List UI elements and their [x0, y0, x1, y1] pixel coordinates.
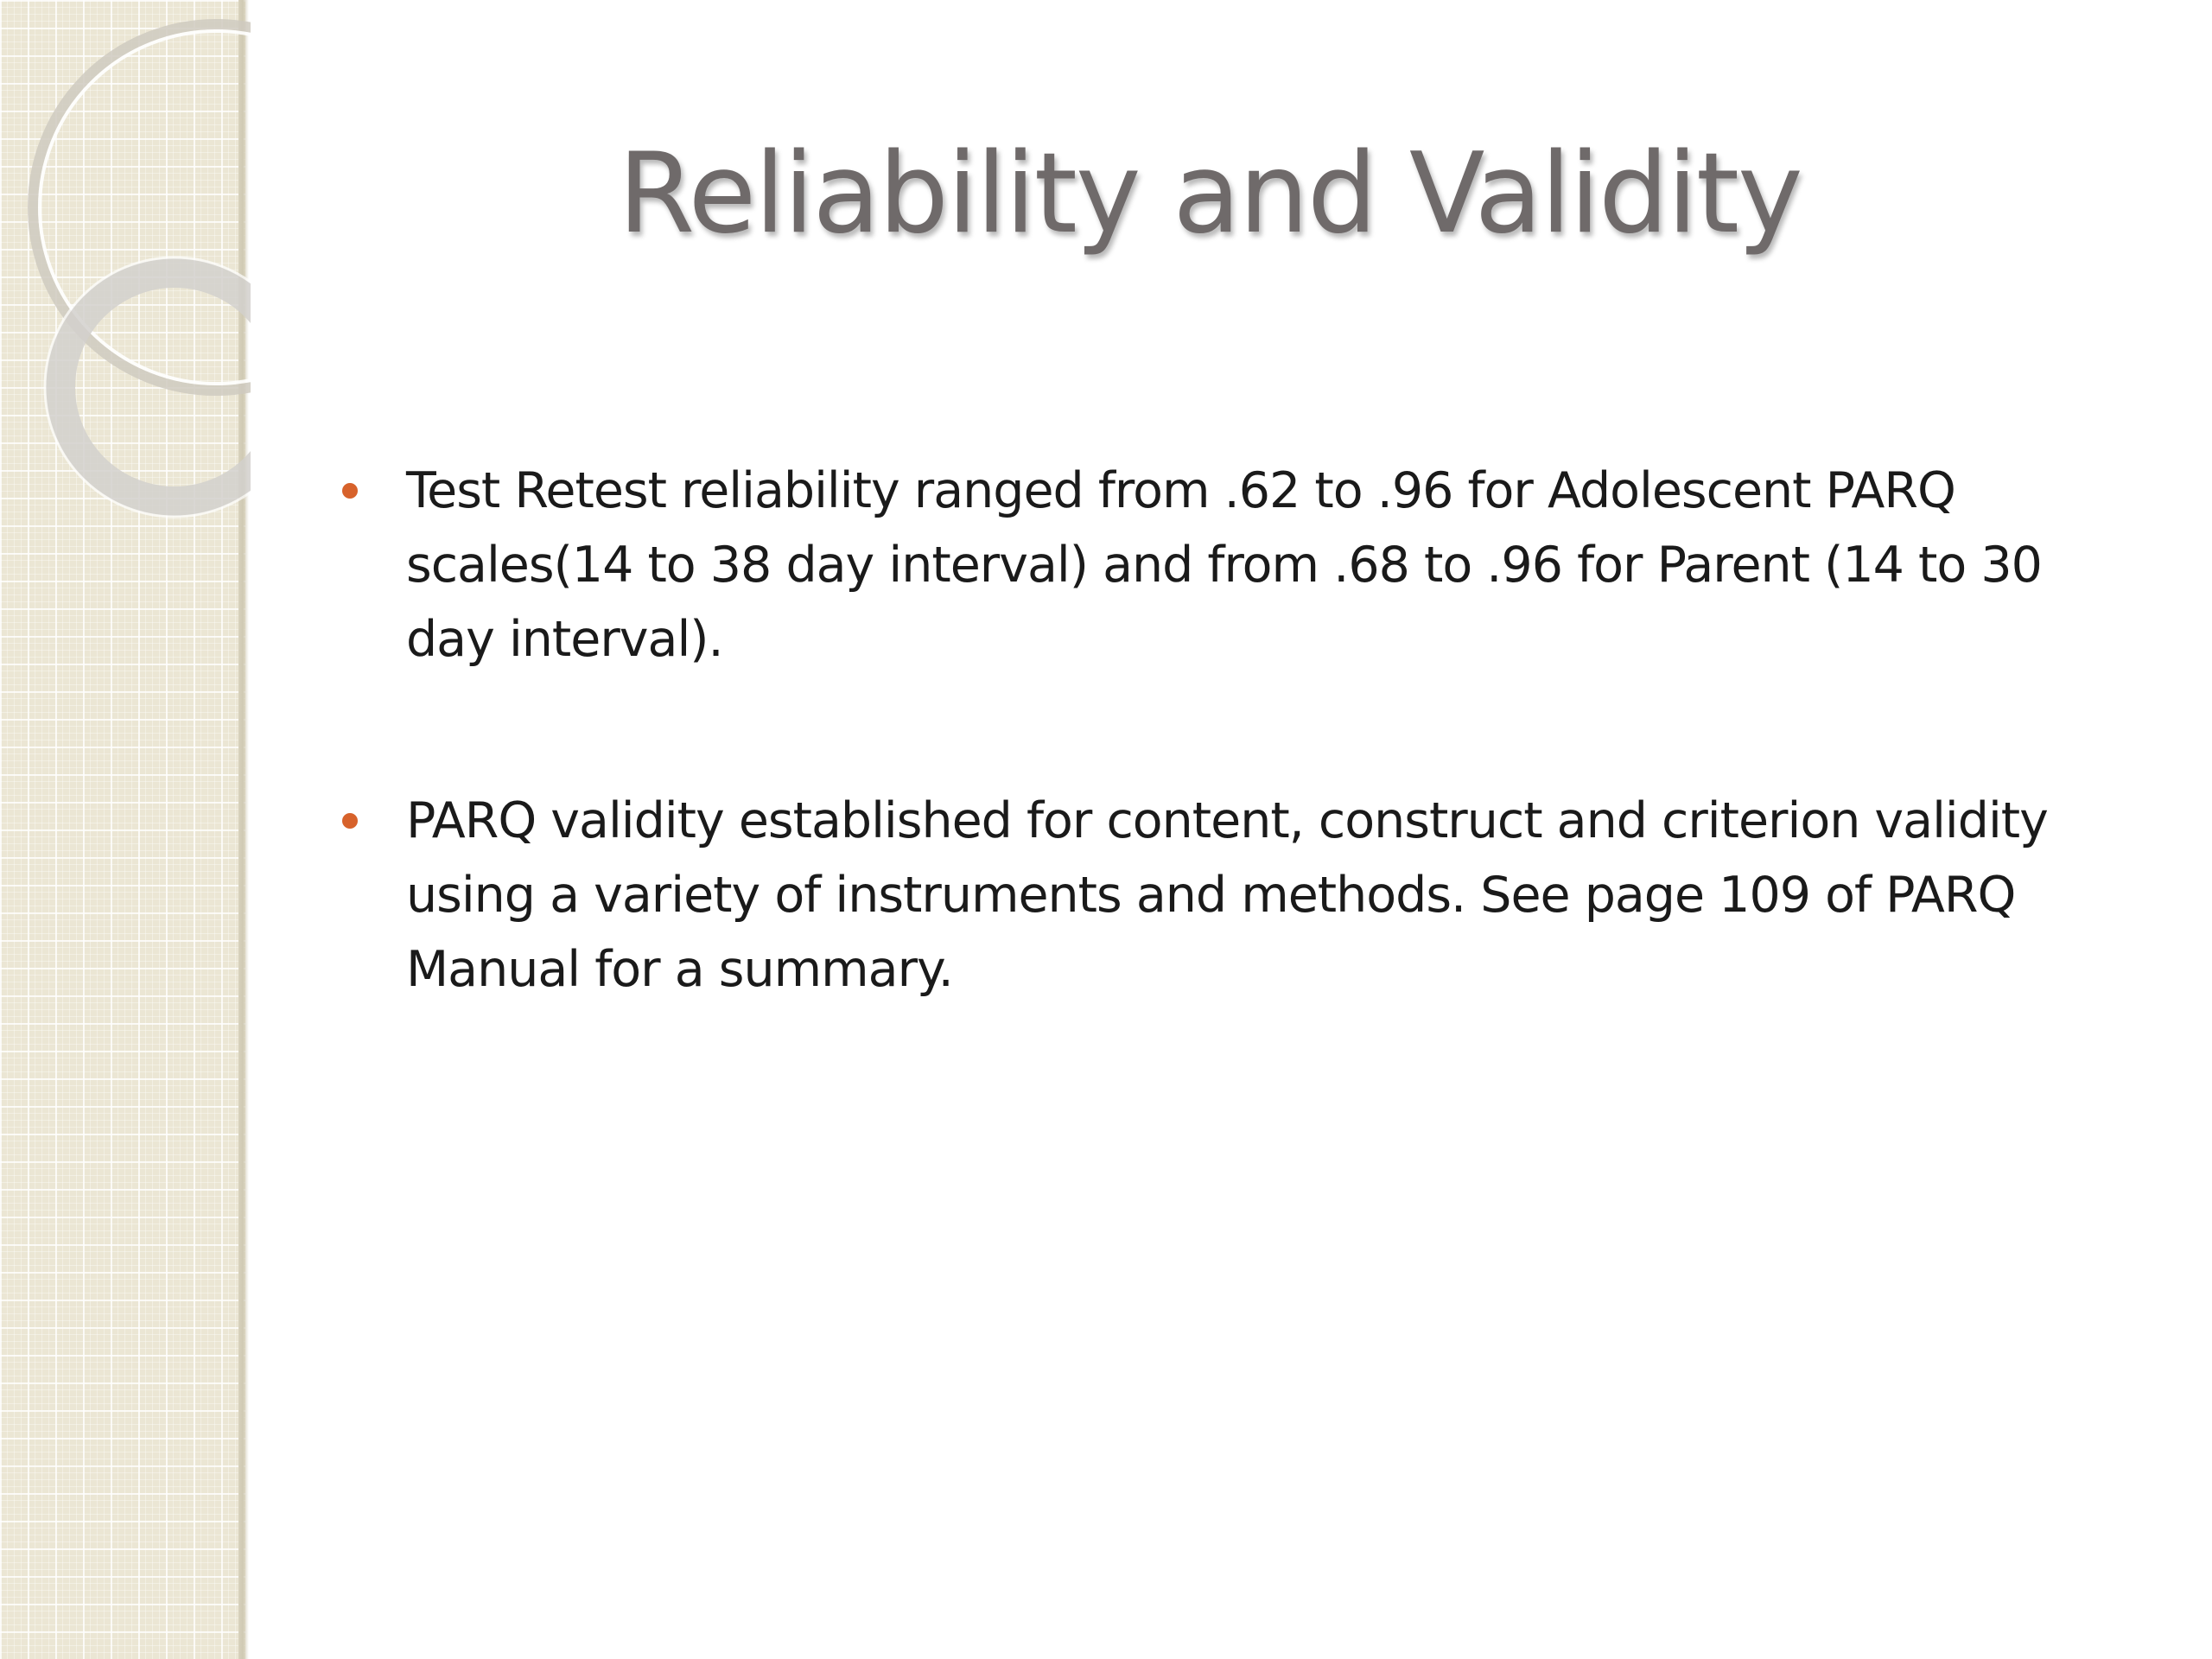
- bullet-list: [342, 454, 2062, 1114]
- bullet-dot-icon: [342, 813, 358, 829]
- bullet-text: Test Retest reliability ranged from .62 to .96 for Adolescent PARQ scales(14 to 38 day interval) and from .68 to .96 for Parent (14 to 30 day interval).: [406, 462, 2042, 668]
- bullet-dot-icon: [342, 483, 358, 499]
- decorative-rings-icon: [0, 0, 251, 553]
- slide-title: Reliability and Validity: [618, 130, 1802, 258]
- bullet-text: PARQ validity established for content, construct and criterion validity using a variety of instruments and methods. See page 109 of PARQ Manual for a summary.: [406, 792, 2048, 998]
- bullet-item: [342, 454, 2062, 677]
- bullet-item: [342, 784, 2062, 1007]
